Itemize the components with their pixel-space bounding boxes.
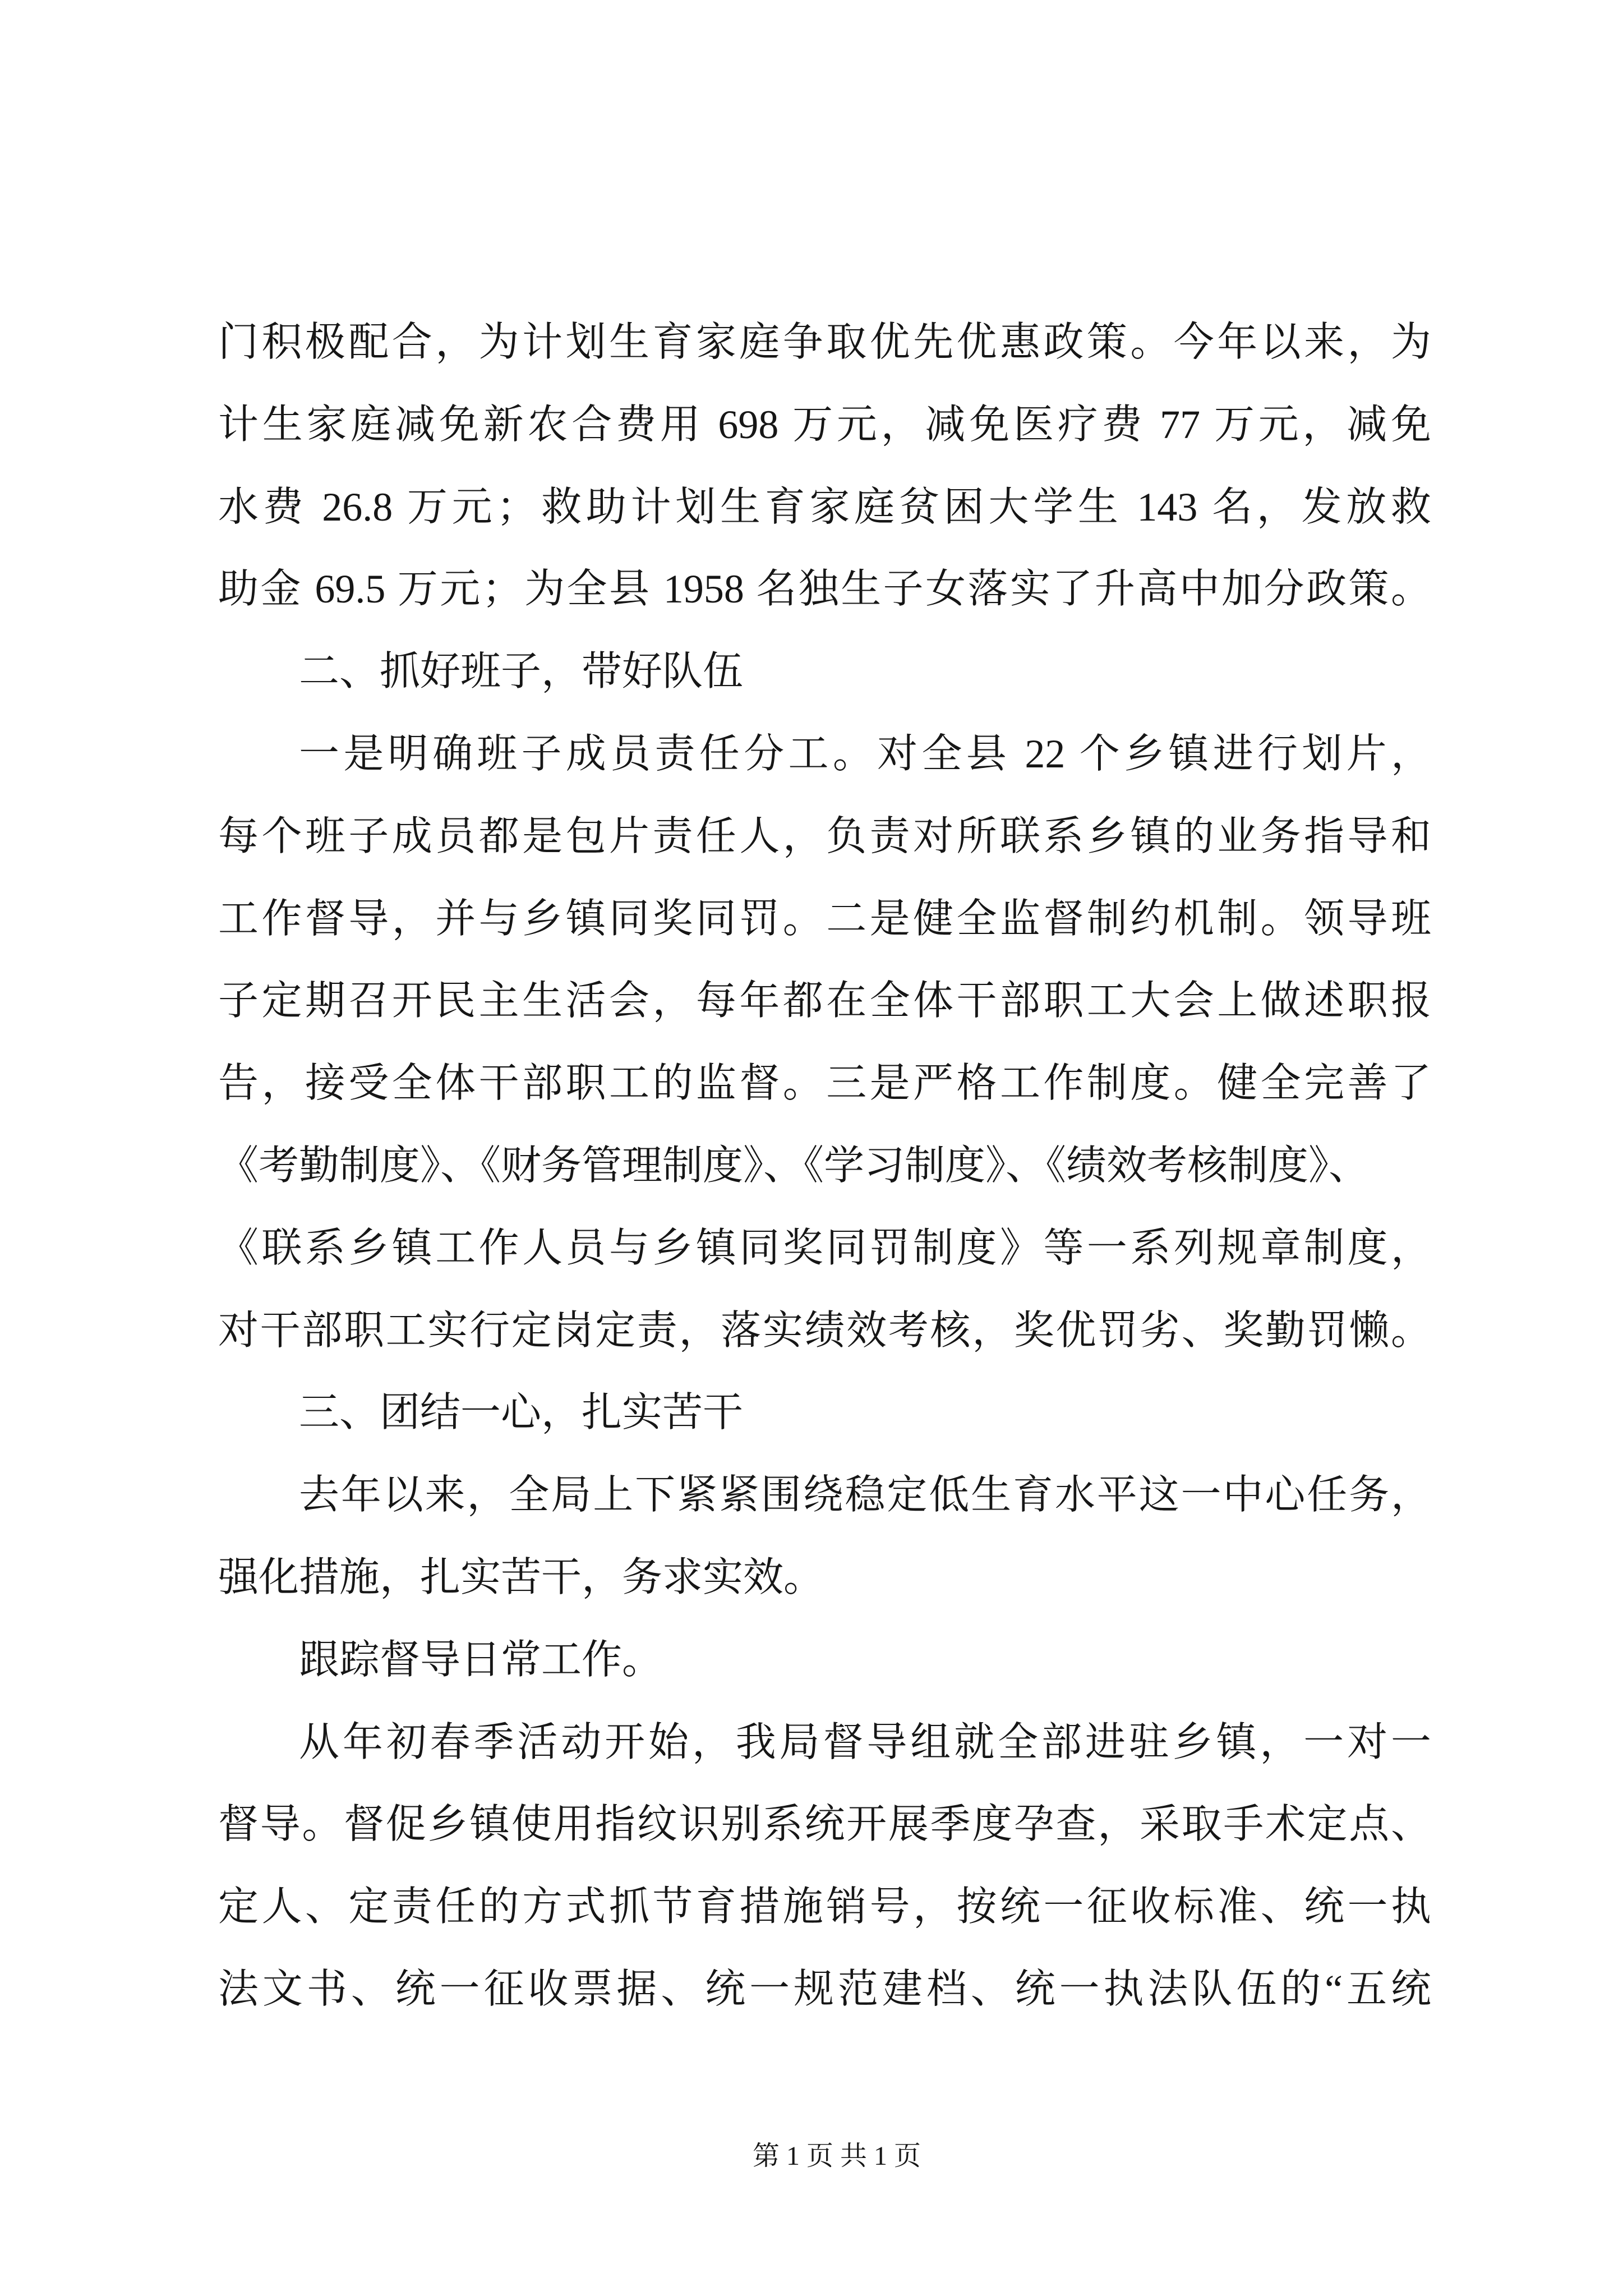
text-line: 强化措施，扎实苦干，务求实效。	[218, 1554, 824, 1600]
paragraph	[218, 301, 1431, 631]
page-number-footer: 第 1 页 共 1 页	[753, 2141, 921, 2171]
text-line: 去年以来，全局上下紧紧围绕稳定低生育水平这一中心任务，	[299, 1473, 1431, 1518]
text-line: 计生家庭减免新农合费用 698 万元，减免医疗费 77 万元，减免	[218, 402, 1431, 447]
paragraph	[218, 1454, 1431, 1619]
text-line: 助金 69.5 万元；为全县 1958 名独生子女落实了升高中加分政策。	[218, 567, 1431, 612]
heading-text: 三、团结一心，扎实苦干	[299, 1390, 744, 1435]
text-line: 告，接受全体干部职工的监督。三是严格工作制度。健全完善了	[218, 1061, 1431, 1106]
text-line: 门积极配合，为计划生育家庭争取优先优惠政策。今年以来，为	[218, 320, 1431, 365]
text-line: 一是明确班子成员责任分工。对全县 22 个乡镇进行划片，	[299, 731, 1431, 776]
document-body	[218, 301, 1431, 2031]
text-line: 对干部职工实行定岗定责，落实绩效考核，奖优罚劣、奖勤罚懒。	[218, 1308, 1431, 1353]
paragraph	[218, 1701, 1431, 2031]
section-heading	[218, 1372, 1431, 1454]
text-line: 跟踪督导日常工作。	[299, 1637, 663, 1682]
text-line: 子定期召开民主生活会，每年都在全体干部职工大会上做述职报	[218, 978, 1431, 1024]
heading-text: 二、抓好班子，带好队伍	[299, 649, 744, 694]
text-line: 每个班子成员都是包片责任人，负责对所联系乡镇的业务指导和	[218, 813, 1431, 859]
paragraph	[218, 713, 1431, 1372]
text-line: 法文书、统一征收票据、统一规范建档、统一执法队伍的“五统	[218, 1966, 1431, 2012]
text-line: 《考勤制度》、《财务管理制度》、《学习制度》、《绩效考核制度》、	[218, 1143, 1370, 1188]
text-line: 《联系乡镇工作人员与乡镇同奖同罚制度》等一系列规章制度，	[218, 1225, 1431, 1271]
text-line: 定人、定责任的方式抓节育措施销号，按统一征收标准、统一执	[218, 1884, 1431, 1930]
text-line: 工作督导，并与乡镇同奖同罚。二是健全监督制约机制。领导班	[218, 896, 1431, 941]
paragraph	[218, 1619, 1431, 1701]
section-heading	[218, 631, 1431, 713]
text-line: 从年初春季活动开始，我局督导组就全部进驻乡镇，一对一	[299, 1719, 1431, 1765]
text-line: 水费 26.8 万元；救助计划生育家庭贫困大学生 143 名，发放救	[218, 484, 1431, 530]
text-line: 督导。督促乡镇使用指纹识别系统开展季度孕查，采取手术定点、	[218, 1802, 1431, 1847]
